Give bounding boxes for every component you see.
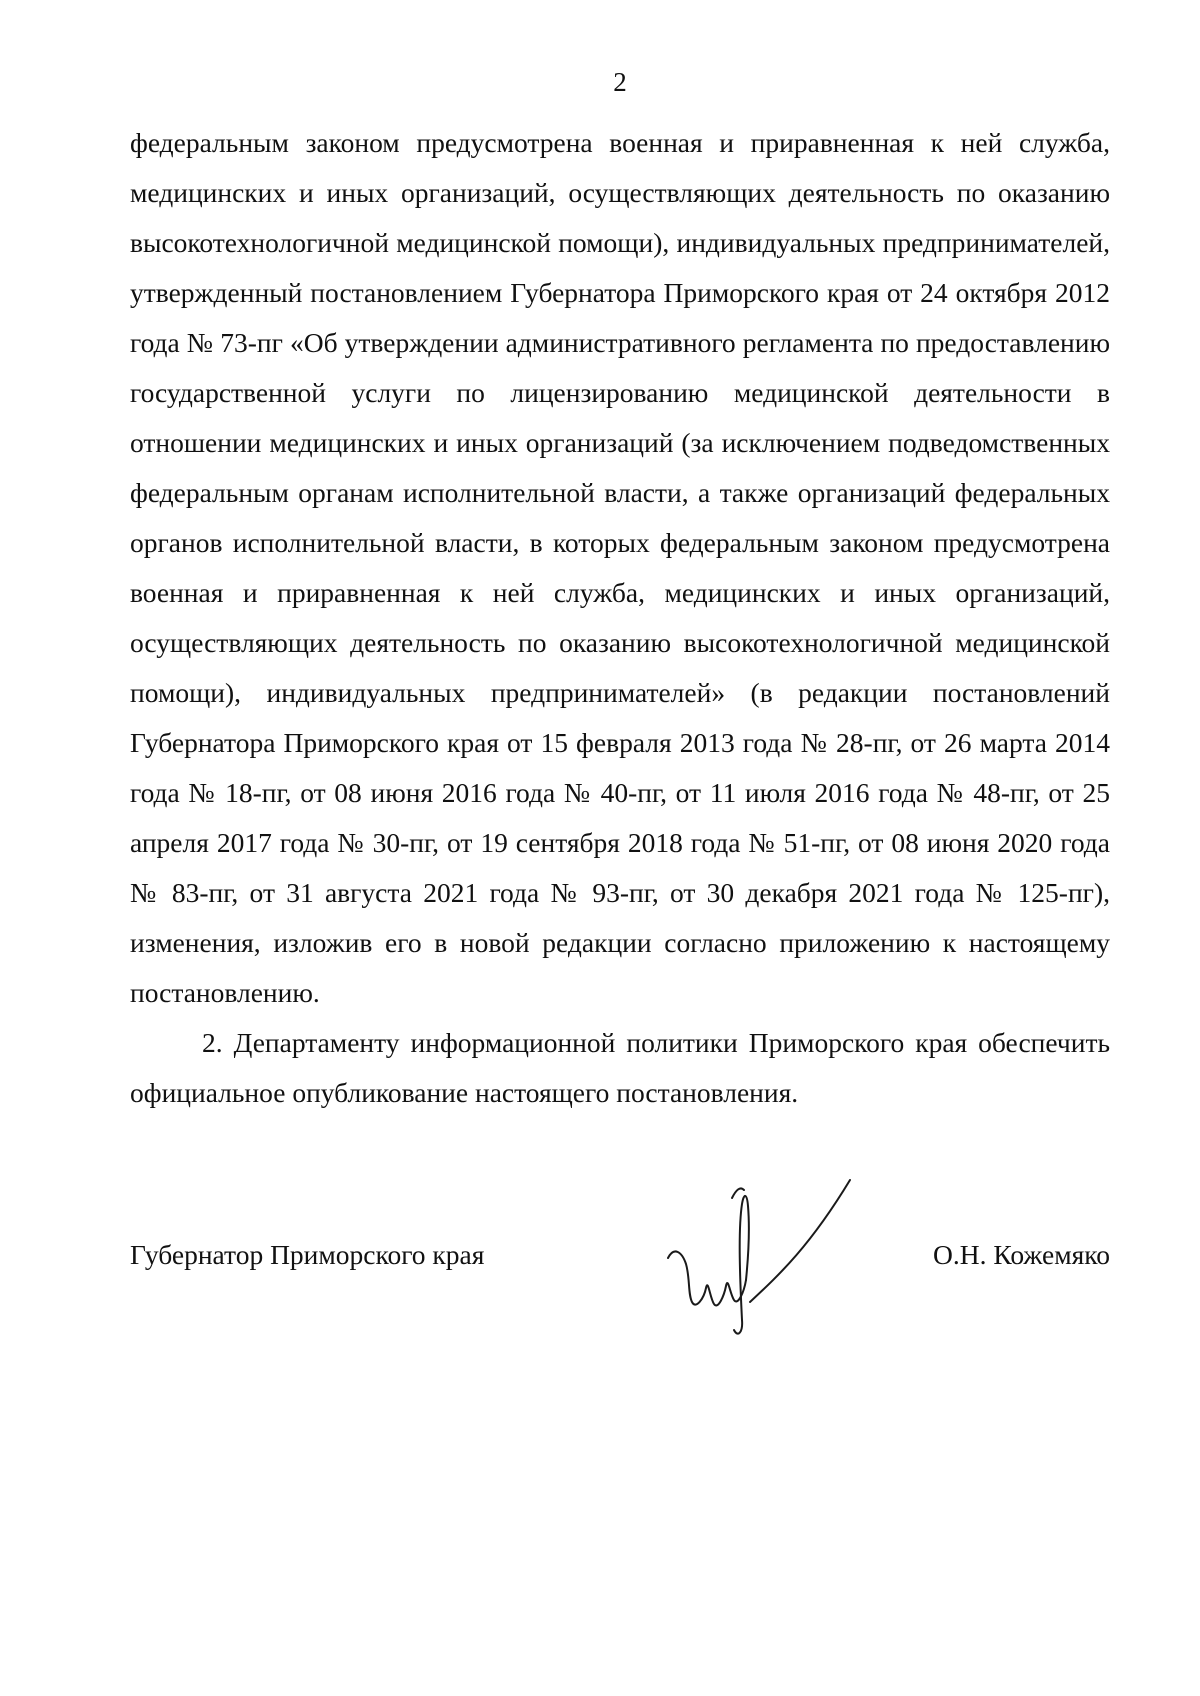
- paragraph-amendment: федеральным законом предусмотрена военная и приравненная к ней служба, медицинских и иных организаций, осуществляющих деятельность по оказанию высокотехнологичной медицинской помощи), индивидуальных предпринимателей, утвержденный постановлением Губернатора Приморского края от 24 октября 2012 года № 73-пг «Об утверждении административного регламента по предоставлению государственной услуги по лицензированию медицинской деятельности в отношении медицинских и иных организаций (за исключением подведомственных федеральным органам исполнительной власти, а также организаций федеральных органов исполнительной власти, в которых федеральным законом предусмотрена военная и приравненная к ней служба, медицинских и иных организаций, осуществляющих деятельность по оказанию высокотехнологичной медицинской помощи), индивидуальных предпринимателей» (в редакции постановлений Губернатора Приморского края от 15 февраля 2013 года № 28-пг, от 26 марта 2014 года № 18-пг, от 08 июня 2016 года № 40-пг, от 11 июля 2016 года № 48-пг, от 25 апреля 2017 года № 30-пг, от 19 сентября 2018 года № 51-пг, от 08 июня 2020 года № 83-пг, от 31 августа 2021 года № 93-пг, от 30 декабря 2021 года № 125-пг), изменения, изложив его в новой редакции согласно приложению к настоящему постановлению.: [130, 127, 1110, 1008]
- paragraph-publication: 2. Департаменту информационной политики Приморского края обеспечить официальное опубликование настоящего постановления.: [130, 1027, 1110, 1108]
- signatory-name: О.Н. Кожемяко: [933, 1239, 1110, 1270]
- page-number: 2: [613, 67, 627, 97]
- signature-block: [130, 1230, 1110, 1290]
- document-body: [130, 118, 1110, 1118]
- handwritten-signature: [660, 1170, 880, 1350]
- signatory-title: Губернатор Приморского края: [130, 1239, 485, 1270]
